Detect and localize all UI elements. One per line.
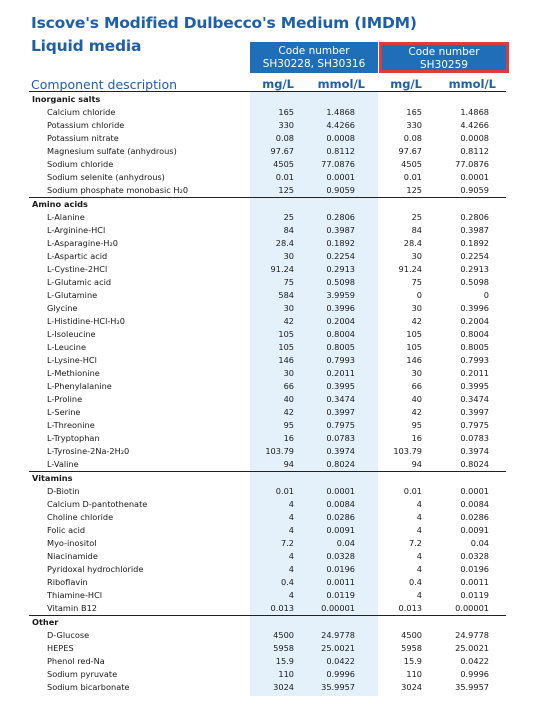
mmol-per-l-value: 0.2011 [460, 368, 489, 378]
mg-per-l-value: 330 [278, 120, 294, 130]
mmol-per-l-value: 0.2806 [460, 212, 489, 222]
mg-per-l-value: 0.013 [398, 603, 422, 613]
mg-per-l-value: 28.4 [403, 238, 422, 248]
mg-per-l-value: 125 [406, 185, 422, 195]
mg-per-l-value: 0.013 [270, 603, 294, 613]
table-row [29, 263, 506, 276]
mg-per-l-value: 66 [411, 381, 422, 391]
component-name: D-Biotin [47, 486, 80, 496]
mmol-per-l-value: 4.4266 [460, 120, 489, 130]
mmol-per-l-value: 0.3995 [460, 381, 489, 391]
mg-per-l-value: 4 [288, 525, 294, 535]
component-name: Myo-inositol [47, 538, 97, 548]
mg-per-l-value: 103.79 [265, 446, 294, 456]
mg-per-l-value: 91.24 [270, 264, 294, 274]
mg-per-l-value: 3024 [273, 682, 294, 692]
mmol-per-l-value: 0.2913 [460, 264, 489, 274]
mg-per-l-value: 110 [278, 669, 294, 679]
component-name: D-Glucose [47, 630, 90, 640]
mg-per-l-value: 40 [411, 394, 422, 404]
table-row [29, 315, 506, 328]
mg-per-l-value: 4 [416, 499, 422, 509]
component-name: L-Glutamine [47, 290, 98, 300]
mmol-per-l-value: 0.8005 [326, 342, 355, 352]
mg-per-l-value: 7.2 [408, 538, 422, 548]
table-row [29, 563, 506, 576]
component-name: Sodium chloride [47, 159, 114, 169]
mg-per-l-value: 4 [416, 512, 422, 522]
mg-per-l-value: 125 [278, 185, 294, 195]
component-name: L-Threonine [47, 420, 95, 430]
mmol-per-l-value: 0.0422 [460, 656, 489, 666]
mmol-per-l-value: 0.9059 [460, 185, 489, 195]
mmol-per-l-value: 0.00001 [321, 603, 355, 613]
mmol-per-l-value: 0.3974 [326, 446, 355, 456]
table-row [29, 537, 506, 550]
component-name: L-Alanine [47, 212, 85, 222]
component-name: L-Proline [47, 394, 83, 404]
component-name: Folic acid [47, 525, 86, 535]
mg-per-l-value: 105 [406, 329, 422, 339]
component-name: Sodium phosphate monobasic H₂0 [47, 185, 189, 195]
table-row [29, 341, 506, 354]
mg-per-l-value: 30 [283, 303, 294, 313]
mmol-per-l-value: 0.0286 [460, 512, 489, 522]
mg-per-l-value: 25 [283, 212, 294, 222]
mg-per-l-value: 42 [411, 316, 422, 326]
mmol-per-l-value: 1.4868 [326, 107, 355, 117]
mmol-per-l-header-1: mmol/L [317, 77, 365, 91]
header-rule [29, 91, 506, 92]
mg-per-l-value: 91.24 [398, 264, 422, 274]
mg-per-l-value: 25 [411, 212, 422, 222]
table-row [29, 289, 506, 302]
mmol-per-l-value: 0.3996 [326, 303, 355, 313]
component-name: Magnesium sulfate (anhydrous) [47, 146, 177, 156]
mg-per-l-value: 95 [283, 420, 294, 430]
code-number-value: SH30228, SH30316 [262, 58, 366, 70]
mmol-per-l-value: 0.0091 [460, 525, 489, 535]
page-subtitle: Liquid media [31, 37, 142, 55]
mg-per-l-value: 105 [278, 329, 294, 339]
component-name: Glycine [47, 303, 78, 313]
mmol-per-l-value: 0.0001 [460, 486, 489, 496]
mmol-per-l-value: 0.0084 [326, 499, 355, 509]
table-row [29, 681, 506, 694]
component-header: Component description [31, 77, 178, 92]
component-name: L-Tryptophan [47, 433, 100, 443]
mmol-per-l-value: 0.5098 [460, 277, 489, 287]
component-name: Choline chloride [47, 512, 114, 522]
mmol-per-l-value: 0.3995 [326, 381, 355, 391]
mmol-per-l-value: 0.0091 [326, 525, 355, 535]
table-row [29, 119, 506, 132]
table-row [29, 380, 506, 393]
mg-per-l-value: 4 [416, 590, 422, 600]
category-row [29, 615, 506, 629]
mmol-per-l-value: 0.3974 [460, 446, 489, 456]
category-row [29, 93, 506, 106]
mg-per-l-value: 94 [411, 459, 422, 469]
mg-per-l-value: 105 [406, 342, 422, 352]
mg-per-l-value: 30 [411, 303, 422, 313]
mg-per-l-value: 0.4 [408, 577, 422, 587]
mg-per-l-value: 4 [288, 590, 294, 600]
mg-per-l-value: 16 [283, 433, 294, 443]
mmol-per-l-value: 0.3987 [460, 225, 489, 235]
table-row [29, 458, 506, 471]
component-name: L-Isoleucine [47, 329, 96, 339]
mmol-per-l-value: 0.8004 [326, 329, 355, 339]
mmol-per-l-value: 0.0783 [460, 433, 489, 443]
mg-per-l-value: 94 [283, 459, 294, 469]
component-name: Sodium selenite (anhydrous) [47, 172, 165, 182]
mg-per-l-value: 4505 [273, 159, 294, 169]
mg-per-l-value: 95 [411, 420, 422, 430]
mmol-per-l-value: 0.3997 [460, 407, 489, 417]
table-row [29, 145, 506, 158]
mg-per-l-value: 66 [283, 381, 294, 391]
mg-per-l-value: 15.9 [403, 656, 422, 666]
mmol-per-l-value: 35.9957 [455, 682, 489, 692]
mmol-per-l-value: 0.9059 [326, 185, 355, 195]
component-name: L-Asparagine-H₂0 [47, 238, 118, 248]
page-title: Iscove's Modified Dulbecco's Medium (IMDM) [31, 14, 417, 32]
mmol-per-l-value: 24.9778 [455, 630, 489, 640]
component-name: L-Tyrosine-2Na-2H₂0 [47, 446, 130, 456]
table-row [29, 655, 506, 668]
mg-per-l-value: 0 [416, 290, 422, 300]
component-name: L-Valine [47, 459, 79, 469]
mg-per-l-value: 0.08 [275, 133, 294, 143]
table-row [29, 224, 506, 237]
mmol-per-l-value: 0.3474 [326, 394, 355, 404]
mg-per-l-value: 30 [411, 368, 422, 378]
mmol-per-l-value: 0.2806 [326, 212, 355, 222]
mg-per-l-value: 0.01 [275, 172, 294, 182]
mmol-per-l-value: 3.9959 [326, 290, 355, 300]
mmol-per-l-value: 0.5098 [326, 277, 355, 287]
component-name: Calcium D-pantothenate [47, 499, 148, 509]
category-label: Inorganic salts [32, 94, 101, 104]
mmol-per-l-value: 0.0084 [460, 499, 489, 509]
component-name: L-Cystine-2HCl [47, 264, 108, 274]
mmol-per-l-value: 0.0196 [326, 564, 355, 574]
component-name: Phenol red-Na [47, 656, 105, 666]
code-number-header-1 [250, 42, 378, 73]
code-number-value: SH30259 [420, 59, 468, 71]
category-label: Other [32, 617, 59, 627]
table-row [29, 302, 506, 315]
mg-per-l-value: 146 [278, 355, 294, 365]
table-row [29, 158, 506, 171]
mmol-per-l-value: 1.4868 [460, 107, 489, 117]
table-row [29, 393, 506, 406]
component-name: L-Arginine-HCl [47, 225, 106, 235]
table-row [29, 184, 506, 197]
mmol-per-l-value: 0.3996 [460, 303, 489, 313]
component-name: L-Methionine [47, 368, 100, 378]
table-row [29, 406, 506, 419]
mg-per-l-value: 84 [283, 225, 294, 235]
component-table [29, 93, 506, 694]
mmol-per-l-value: 0.0008 [326, 133, 355, 143]
mmol-per-l-value: 0.2011 [326, 368, 355, 378]
component-name: L-Glutamic acid [47, 277, 112, 287]
mmol-per-l-value: 0.0001 [326, 486, 355, 496]
mmol-per-l-value: 0.04 [470, 538, 489, 548]
mg-per-l-header-2: mg/L [390, 77, 422, 91]
component-name: Potassium nitrate [47, 133, 119, 143]
component-name: Potassium chloride [47, 120, 125, 130]
mmol-per-l-value: 0.7993 [460, 355, 489, 365]
mg-per-l-value: 0.08 [403, 133, 422, 143]
mg-per-l-value: 4 [416, 564, 422, 574]
mg-per-l-value: 0.4 [280, 577, 294, 587]
mmol-per-l-value: 0.2254 [460, 251, 489, 261]
table-row [29, 171, 506, 184]
table-row [29, 276, 506, 289]
mmol-per-l-value: 0.2004 [326, 316, 355, 326]
table-row [29, 602, 506, 615]
mg-per-l-value: 4 [288, 564, 294, 574]
table-row [29, 642, 506, 655]
mg-per-l-value: 3024 [401, 682, 422, 692]
mmol-per-l-value: 0.9996 [326, 669, 355, 679]
mg-per-l-value: 5958 [401, 643, 422, 653]
mg-per-l-value: 30 [411, 251, 422, 261]
table-row [29, 237, 506, 250]
table-row [29, 419, 506, 432]
mmol-per-l-value: 0.0328 [326, 551, 355, 561]
mg-per-l-header-1: mg/L [262, 77, 294, 91]
mmol-per-l-value: 0.2913 [326, 264, 355, 274]
mmol-per-l-value: 0.3987 [326, 225, 355, 235]
table-row [29, 589, 506, 602]
table-row [29, 250, 506, 263]
mg-per-l-value: 4500 [273, 630, 294, 640]
mg-per-l-value: 0.01 [275, 486, 294, 496]
mg-per-l-value: 4505 [401, 159, 422, 169]
mg-per-l-value: 0.01 [403, 172, 422, 182]
mmol-per-l-value: 0.0196 [460, 564, 489, 574]
mg-per-l-value: 97.67 [270, 146, 294, 156]
table-row [29, 485, 506, 498]
mg-per-l-value: 7.2 [280, 538, 294, 548]
mmol-per-l-value: 0.1892 [460, 238, 489, 248]
mmol-per-l-value: 0.0119 [460, 590, 489, 600]
table-row [29, 668, 506, 681]
code-number-label: Code number [278, 45, 350, 57]
mg-per-l-value: 4500 [401, 630, 422, 640]
mg-per-l-value: 4 [416, 525, 422, 535]
mg-per-l-value: 584 [278, 290, 294, 300]
mmol-per-l-value: 4.4266 [326, 120, 355, 130]
mg-per-l-value: 84 [411, 225, 422, 235]
mmol-per-l-value: 0.8004 [460, 329, 489, 339]
component-name: Thiamine-HCl [47, 590, 103, 600]
table-row [29, 511, 506, 524]
mmol-per-l-value: 0.3997 [326, 407, 355, 417]
mg-per-l-value: 16 [411, 433, 422, 443]
table-row [29, 524, 506, 537]
mg-per-l-value: 4 [288, 512, 294, 522]
mmol-per-l-value: 0.2004 [460, 316, 489, 326]
mmol-per-l-value: 0.8112 [326, 146, 355, 156]
mmol-per-l-value: 0.0011 [460, 577, 489, 587]
component-name: Calcium chloride [47, 107, 116, 117]
component-name: Sodium bicarbonate [47, 682, 130, 692]
component-name: Vitamin B12 [47, 603, 98, 613]
mmol-per-l-value: 0.8005 [460, 342, 489, 352]
mmol-per-l-value: 0.0286 [326, 512, 355, 522]
mg-per-l-value: 4 [288, 499, 294, 509]
mmol-per-l-value: 0.1892 [326, 238, 355, 248]
component-name: L-Serine [47, 407, 81, 417]
table-row [29, 328, 506, 341]
mmol-per-l-value: 0.0001 [460, 172, 489, 182]
mmol-per-l-value: 0.0008 [460, 133, 489, 143]
mmol-per-l-value: 0.7993 [326, 355, 355, 365]
mmol-per-l-value: 0.8112 [460, 146, 489, 156]
component-name: Riboflavin [47, 577, 88, 587]
mmol-per-l-value: 0.0001 [326, 172, 355, 182]
mmol-per-l-value: 0.7975 [326, 420, 355, 430]
mg-per-l-value: 4 [288, 551, 294, 561]
mmol-per-l-value: 0.2254 [326, 251, 355, 261]
mg-per-l-value: 42 [411, 407, 422, 417]
mmol-per-l-header-2: mmol/L [448, 77, 496, 91]
mmol-per-l-value: 25.0021 [321, 643, 355, 653]
mmol-per-l-value: 0.0011 [326, 577, 355, 587]
table-row [29, 432, 506, 445]
component-name: Pyridoxal hydrochloride [47, 564, 144, 574]
table-row [29, 211, 506, 224]
mmol-per-l-value: 77.0876 [321, 159, 355, 169]
mmol-per-l-value: 0.0783 [326, 433, 355, 443]
component-name: Sodium pyruvate [47, 669, 118, 679]
mg-per-l-value: 30 [283, 251, 294, 261]
component-name: Niacinamide [47, 551, 98, 561]
mmol-per-l-value: 77.0876 [455, 159, 489, 169]
category-label: Vitamins [32, 473, 73, 483]
mg-per-l-value: 97.67 [398, 146, 422, 156]
table-row [29, 576, 506, 589]
mmol-per-l-value: 0.9996 [460, 669, 489, 679]
table-row [29, 354, 506, 367]
category-row [29, 197, 506, 211]
table-row [29, 498, 506, 511]
mg-per-l-value: 165 [406, 107, 422, 117]
mg-per-l-value: 4 [416, 551, 422, 561]
component-name: L-Lysine-HCl [47, 355, 97, 365]
mg-per-l-value: 330 [406, 120, 422, 130]
mmol-per-l-value: 0.8024 [460, 459, 489, 469]
mmol-per-l-value: 0.0422 [326, 656, 355, 666]
mg-per-l-value: 75 [283, 277, 294, 287]
code-number-header-2 [379, 42, 509, 73]
table-row [29, 445, 506, 458]
category-row [29, 471, 506, 485]
mg-per-l-value: 28.4 [275, 238, 294, 248]
mmol-per-l-value: 24.9778 [321, 630, 355, 640]
mmol-per-l-value: 0.0119 [326, 590, 355, 600]
mmol-per-l-value: 0.04 [336, 538, 355, 548]
mg-per-l-value: 42 [283, 316, 294, 326]
mmol-per-l-value: 35.9957 [321, 682, 355, 692]
mg-per-l-value: 110 [406, 669, 422, 679]
component-name: L-Histidine-HCl-H₂0 [47, 316, 125, 326]
mg-per-l-value: 105 [278, 342, 294, 352]
mg-per-l-value: 5958 [273, 643, 294, 653]
table-row [29, 367, 506, 380]
table-row [29, 550, 506, 563]
mg-per-l-value: 15.9 [275, 656, 294, 666]
mg-per-l-value: 40 [283, 394, 294, 404]
mg-per-l-value: 165 [278, 107, 294, 117]
table-row [29, 106, 506, 119]
component-name: L-Aspartic acid [47, 251, 108, 261]
mg-per-l-value: 42 [283, 407, 294, 417]
mg-per-l-value: 103.79 [393, 446, 422, 456]
table-row [29, 132, 506, 145]
mmol-per-l-value: 0.7975 [460, 420, 489, 430]
mg-per-l-value: 75 [411, 277, 422, 287]
mg-per-l-value: 30 [283, 368, 294, 378]
component-name: L-Leucine [47, 342, 87, 352]
component-name: L-Phenylalanine [47, 381, 112, 391]
mmol-per-l-value: 0.3474 [460, 394, 489, 404]
code-number-label: Code number [408, 46, 480, 58]
mmol-per-l-value: 0.8024 [326, 459, 355, 469]
mmol-per-l-value: 0.0328 [460, 551, 489, 561]
table-row [29, 629, 506, 642]
mmol-per-l-value: 0 [483, 290, 489, 300]
category-label: Amino acids [32, 199, 88, 209]
mmol-per-l-value: 0.00001 [455, 603, 489, 613]
mmol-per-l-value: 25.0021 [455, 643, 489, 653]
mg-per-l-value: 146 [406, 355, 422, 365]
mg-per-l-value: 0.01 [403, 486, 422, 496]
component-name: HEPES [47, 643, 74, 653]
